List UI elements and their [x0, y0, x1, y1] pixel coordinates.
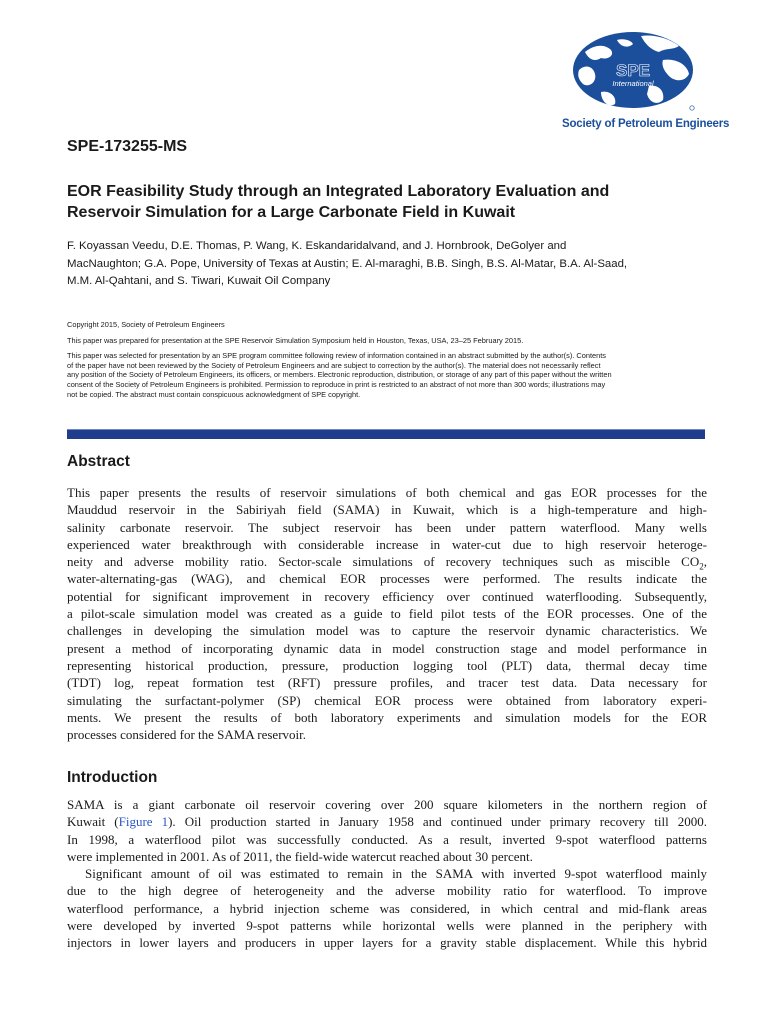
abstract-line-co2 — [67, 553, 707, 570]
abstract-line: simulating the surfactant-polymer (SP) chemical EOR process were obtained from laboratory experi- — [67, 692, 707, 708]
copyright-notice — [67, 351, 712, 399]
notice-line: any position of the Society of Petroleum Engineers, its officers, or members. Electronic reproduction, distribution, or storage of any part of this paper without the written — [67, 370, 612, 380]
co2-trailing: , — [703, 554, 707, 570]
presentation-line: This paper was prepared for presentation at the SPE Reservoir Simulation Symposium held in Houston, Texas, USA, 23–25 February 2015. — [67, 335, 524, 345]
abstract-line: ments. We present the results of both laboratory experiments and simulation models for the EOR — [67, 709, 707, 725]
intro-line: SAMA is a giant carbonate oil reservoir covering over 200 square kilometers in the northern region of — [67, 797, 707, 812]
intro-line-with-link — [67, 813, 707, 830]
author-line: MacNaughton; G.A. Pope, University of Texas at Austin; E. Al-maraghi, B.B. Singh, B.S. Al-Matar, B.A. Al-Saad, — [67, 257, 628, 270]
abstract-text — [67, 484, 707, 743]
title-line: EOR Feasibility Study through an Integrated Laboratory Evaluation and — [67, 183, 610, 200]
abstract-line: salinity carbonate reservoir. The subject reservoir has been under pattern waterflood. Many wells — [67, 519, 707, 535]
abstract-line: representing historical production, pressure, production logging tool (PLT) data, thermal decay time — [67, 657, 707, 673]
notice-line: consent of the Society of Petroleum Engineers is prohibited. Permission to reproduce in print is restricted to an abstract of not more than 300 words; illustrations may — [67, 379, 606, 389]
paper-title — [67, 181, 707, 223]
logo-globe-text: SPE — [615, 61, 651, 80]
intro-line: injectors in lower layers and producers in upper layers for a gravity stable displacement. While this hybrid — [67, 935, 707, 951]
copyright-line: Copyright 2015, Society of Petroleum Engineers — [67, 320, 225, 329]
notice-line: not be copied. The abstract must contain conspicuous acknowledgment of SPE copyright. — [67, 389, 361, 399]
intro-line: In 1998, a waterflood pilot was successfully conducted. As a result, inverted 9-spot waterflood patterns — [67, 831, 707, 847]
section-divider — [67, 429, 705, 439]
abstract-line: (TDT) log, repeat formation test (RFT) pressure profiles, and tracer test data. Data necessary for — [67, 675, 707, 691]
abstract-line: water-alternating-gas (WAG), and chemical EOR processes were performed. The results indicate the — [67, 571, 707, 587]
abstract-line: experienced water breakthrough with considerable increase in water-cut due to high reservoir heteroge- — [67, 536, 707, 552]
paper-id: SPE-173255-MS — [67, 138, 188, 155]
notice-line: This paper was selected for presentation by an SPE program committee following review of information contained in an abstract submitted by the author(s). Contents — [67, 351, 606, 361]
abstract-line: potential for significant improvement in recovery efficiency over continued waterflooding. Subsequently, — [67, 588, 707, 604]
abstract-line: This paper presents the results of reservoir simulations of both chemical and gas EOR processes for the — [67, 485, 707, 500]
intro-line: Significant amount of oil was estimated to remain in the SAMA with inverted 9-spot waterflood mainly — [85, 866, 707, 882]
logo-globe-subtext: International — [612, 79, 654, 88]
co2-subscript: 2 — [699, 561, 704, 572]
title-line: Reservoir Simulation for a Large Carbonate Field in Kuwait — [67, 204, 516, 221]
intro-line-start: Kuwait ( — [67, 814, 119, 830]
intro-line: were implemented in 2001. As of 2011, the field-wide watercut reached about 30 percent. — [67, 848, 533, 864]
introduction-text — [67, 796, 707, 952]
introduction-heading: Introduction — [67, 769, 158, 786]
abstract-line-text: neity and adverse mobility ratio. Sector-scale simulations of recovery techniques such as miscible CO — [67, 554, 700, 570]
copyright-block — [67, 320, 712, 399]
spe-logo — [562, 30, 730, 130]
globe-icon — [571, 30, 695, 114]
abstract-line: processes considered for the SAMA reservoir. — [67, 727, 306, 743]
notice-line: of the paper have not been reviewed by the Society of Petroleum Engineers and are subject to correction by the author(s). The material does not necessarily reflect — [67, 360, 601, 370]
abstract-line: a pilot-scale simulation model was created as a guide to field pilot tests of the EOR processes. One of the — [67, 606, 707, 622]
intro-line: due to the high degree of heterogeneity and the adverse mobility ratio for waterflood. To improve — [67, 883, 707, 899]
intro-line: were developed by inverted 9-spot patterns while horizontal wells were planned in the periphery with — [67, 918, 707, 934]
author-line: F. Koyassan Veedu, D.E. Thomas, P. Wang, K. Eskandaridalvand, and J. Hornbrook, DeGolyer and — [67, 240, 567, 252]
abstract-heading: Abstract — [67, 453, 130, 470]
abstract-line: present a method of incorporating dynamic data in model construction stage and model performance in — [67, 640, 707, 656]
logo-caption: Society of Petroleum Engineers — [562, 118, 730, 130]
figure-1-link[interactable]: Figure 1 — [118, 814, 169, 830]
intro-line: waterflood performance, a hybrid injection scheme was considered, in which central and mid-flank areas — [67, 900, 707, 916]
author-list — [67, 238, 712, 291]
abstract-line: Mauddud reservoir in the Sabiriyah field (SAMA) in Kuwait, which is a high-temperature and high- — [67, 502, 707, 518]
abstract-line: challenges in developing the simulation model was to capture the reservoir dynamic characteristics. We — [67, 623, 707, 639]
intro-line-end: ). Oil production started in January 1958 and continued under primary recovery till 2000. — [168, 814, 707, 830]
author-line: M.M. Al-Qahtani, and S. Tiwari, Kuwait Oil Company — [67, 275, 331, 287]
